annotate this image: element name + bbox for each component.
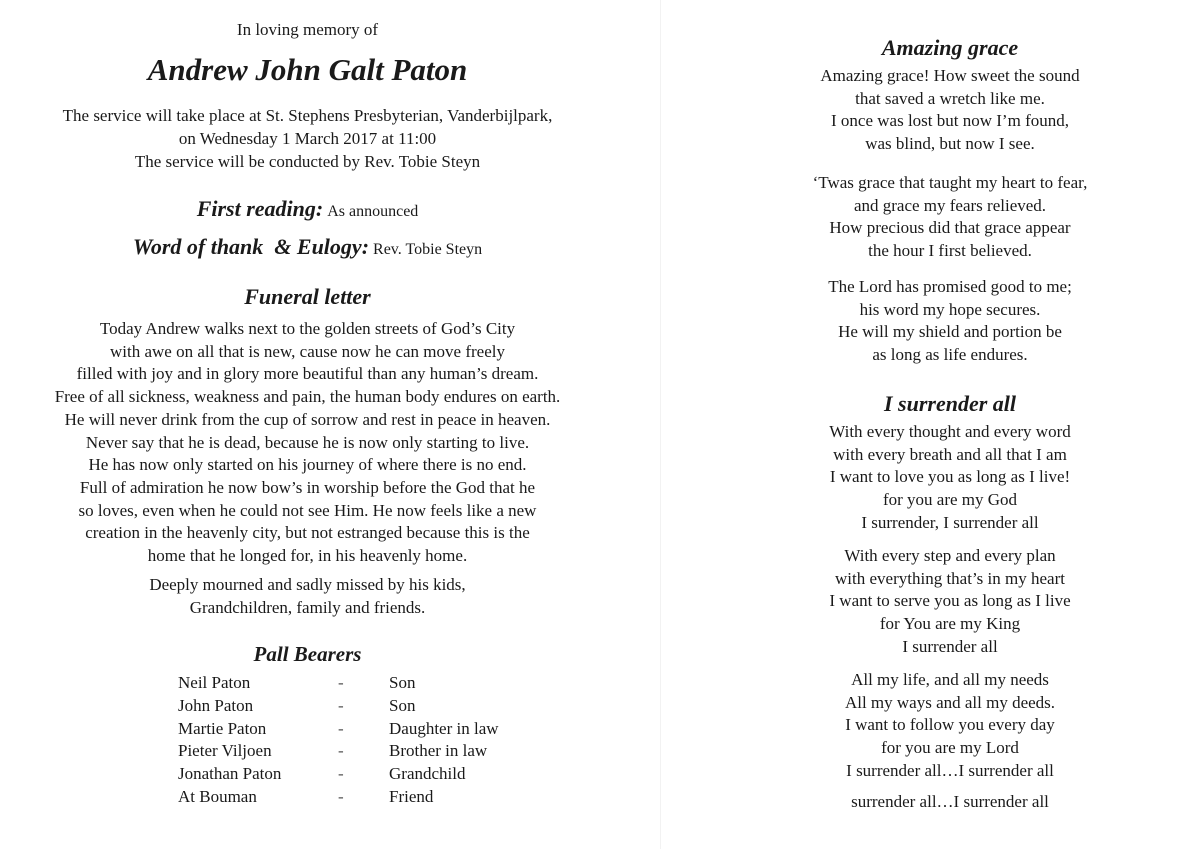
eulogy-label: Word of thank & Eulogy: <box>132 234 370 259</box>
pall-bearers-heading: Pall Bearers <box>253 642 362 666</box>
pall-bearers-list <box>178 672 578 809</box>
bearer-separator: - <box>338 786 344 806</box>
bearer-name: Martie Paton <box>178 718 267 738</box>
hymn-line: was blind, but now I see. <box>865 134 1035 154</box>
hymn-line: his word my hope secures. <box>859 299 1041 319</box>
hymn-line: ‘Twas grace that taught my heart to fear, <box>812 173 1088 192</box>
bearer-name: Pieter Viljoen <box>178 741 272 761</box>
bearer-separator: - <box>338 764 344 784</box>
hymn-line: With every thought and every word <box>829 422 1071 441</box>
pall-bearer-row <box>178 786 578 809</box>
hymn-line: I want to serve you as long as I live <box>829 591 1071 611</box>
hymn-line: for You are my King <box>879 614 1021 634</box>
pall-bearer-row <box>178 695 578 718</box>
bearer-separator: - <box>338 695 344 715</box>
bearer-separator: - <box>338 741 344 761</box>
mourned-note <box>0 574 615 619</box>
hymn-line: for you are my God <box>882 490 1018 510</box>
surrender-verse-2 <box>700 545 1200 659</box>
memorial-intro: In loving memory of <box>236 20 379 39</box>
letter-line: Never say that he is dead, because he is now only starting to live. <box>85 432 530 452</box>
letter-line: creation in the heavenly city, but not estranged because this is the <box>85 523 530 543</box>
bearer-relation: Daughter in law <box>389 718 499 738</box>
pall-bearer-row <box>178 740 578 763</box>
deceased-name: Andrew John Galt Paton <box>147 52 468 87</box>
bearer-relation: Brother in law <box>389 741 488 761</box>
bearer-relation: Son <box>389 695 416 715</box>
hymn-line: He will my shield and portion be <box>838 322 1062 342</box>
hymn-line: The Lord has promised good to me; <box>828 277 1072 296</box>
surrender-heading: I surrender all <box>883 391 1017 416</box>
hymn-line: for you are my Lord <box>881 738 1019 758</box>
pall-bearer-row <box>178 672 578 695</box>
service-line: The service will be conducted by Rev. Tobie Steyn <box>134 152 481 171</box>
first-reading-value: As announced <box>327 203 419 220</box>
amazing-grace-heading: Amazing grace <box>881 35 1019 60</box>
eulogy <box>0 234 615 260</box>
bearer-relation: Friend <box>389 786 434 806</box>
right-page <box>700 0 1200 849</box>
mourned-line: Deeply mourned and sadly missed by his kids, <box>149 575 466 594</box>
bearer-relation: Grandchild <box>389 764 466 784</box>
letter-line: He has now only started on his journey of where there is no end. <box>88 455 527 475</box>
letter-line: He will never drink from the cup of sorrow and rest in peace in heaven. <box>64 409 551 429</box>
pall-bearer-row <box>178 763 578 786</box>
letter-line: Free of all sickness, weakness and pain, the human body endures on earth. <box>54 387 561 407</box>
service-line: on Wednesday 1 March 2017 at 11:00 <box>178 129 437 148</box>
letter-line: Today Andrew walks next to the golden streets of God’s City <box>99 319 516 338</box>
hymn-line: I surrender all <box>902 636 998 656</box>
hymn-line: All my life, and all my needs <box>851 670 1049 689</box>
hymn-line: How precious did that grace appear <box>829 218 1071 238</box>
hymn-line: I want to love you as long as I live! <box>829 467 1071 487</box>
hymn-line: I once was lost but now I’m found, <box>831 111 1069 131</box>
eulogy-value: Rev. Tobie Steyn <box>373 241 483 258</box>
amazing-grace-verse-1 <box>700 65 1200 156</box>
funeral-letter-body <box>0 318 615 568</box>
hymn-line: With every step and every plan <box>844 546 1056 565</box>
bearer-relation: Son <box>389 673 416 692</box>
hymn-line: I surrender, I surrender all <box>861 512 1039 532</box>
bearer-separator: - <box>338 718 344 738</box>
bearer-name: Jonathan Paton <box>178 764 282 784</box>
letter-line: so loves, even when he could not see Him. He now feels like a new <box>78 500 537 520</box>
surrender-verse-3 <box>700 669 1200 783</box>
hymn-line: Amazing grace! How sweet the sound <box>820 66 1080 85</box>
letter-line: filled with joy and in glory more beautiful than any human’s dream. <box>76 364 539 384</box>
letter-line: with awe on all that is new, cause now he can move freely <box>110 341 505 361</box>
hymn-line: as long as life endures. <box>872 345 1028 365</box>
funeral-letter-heading: Funeral letter <box>244 284 371 309</box>
surrender-verse-1 <box>700 421 1200 535</box>
hymn-line: that saved a wretch like me. <box>855 88 1045 108</box>
hymn-line: All my ways and all my deeds. <box>844 692 1056 712</box>
hymn-line: I surrender all…I surrender all <box>846 760 1054 780</box>
pall-bearer-row <box>178 718 578 741</box>
bearer-name: Neil Paton <box>178 673 251 692</box>
hymn-line: with every breath and all that I am <box>833 444 1067 464</box>
hymn-line: the hour I first believed. <box>868 241 1032 261</box>
amazing-grace-verse-3 <box>700 276 1200 367</box>
letter-line: home that he longed for, in his heavenly home. <box>147 546 468 566</box>
bearer-name: At Bouman <box>178 786 257 806</box>
surrender-closing: surrender all…I surrender all <box>851 792 1049 811</box>
letter-line: Full of admiration he now bow’s in worship before the God that he <box>79 477 536 497</box>
bearer-separator: - <box>338 673 344 692</box>
first-reading-label: First reading: <box>196 196 324 221</box>
page-fold <box>660 0 661 849</box>
mourned-line: Grandchildren, family and friends. <box>189 597 426 617</box>
service-details <box>0 104 615 173</box>
hymn-line: with everything that’s in my heart <box>835 568 1065 588</box>
hymn-line: and grace my fears relieved. <box>853 195 1047 215</box>
bearer-name: John Paton <box>178 695 254 715</box>
service-line: The service will take place at St. Stephens Presbyterian, Vanderbijlpark, <box>62 106 553 125</box>
hymn-line: I want to follow you every day <box>845 715 1055 735</box>
first-reading <box>0 196 615 222</box>
amazing-grace-verse-2 <box>700 172 1200 263</box>
